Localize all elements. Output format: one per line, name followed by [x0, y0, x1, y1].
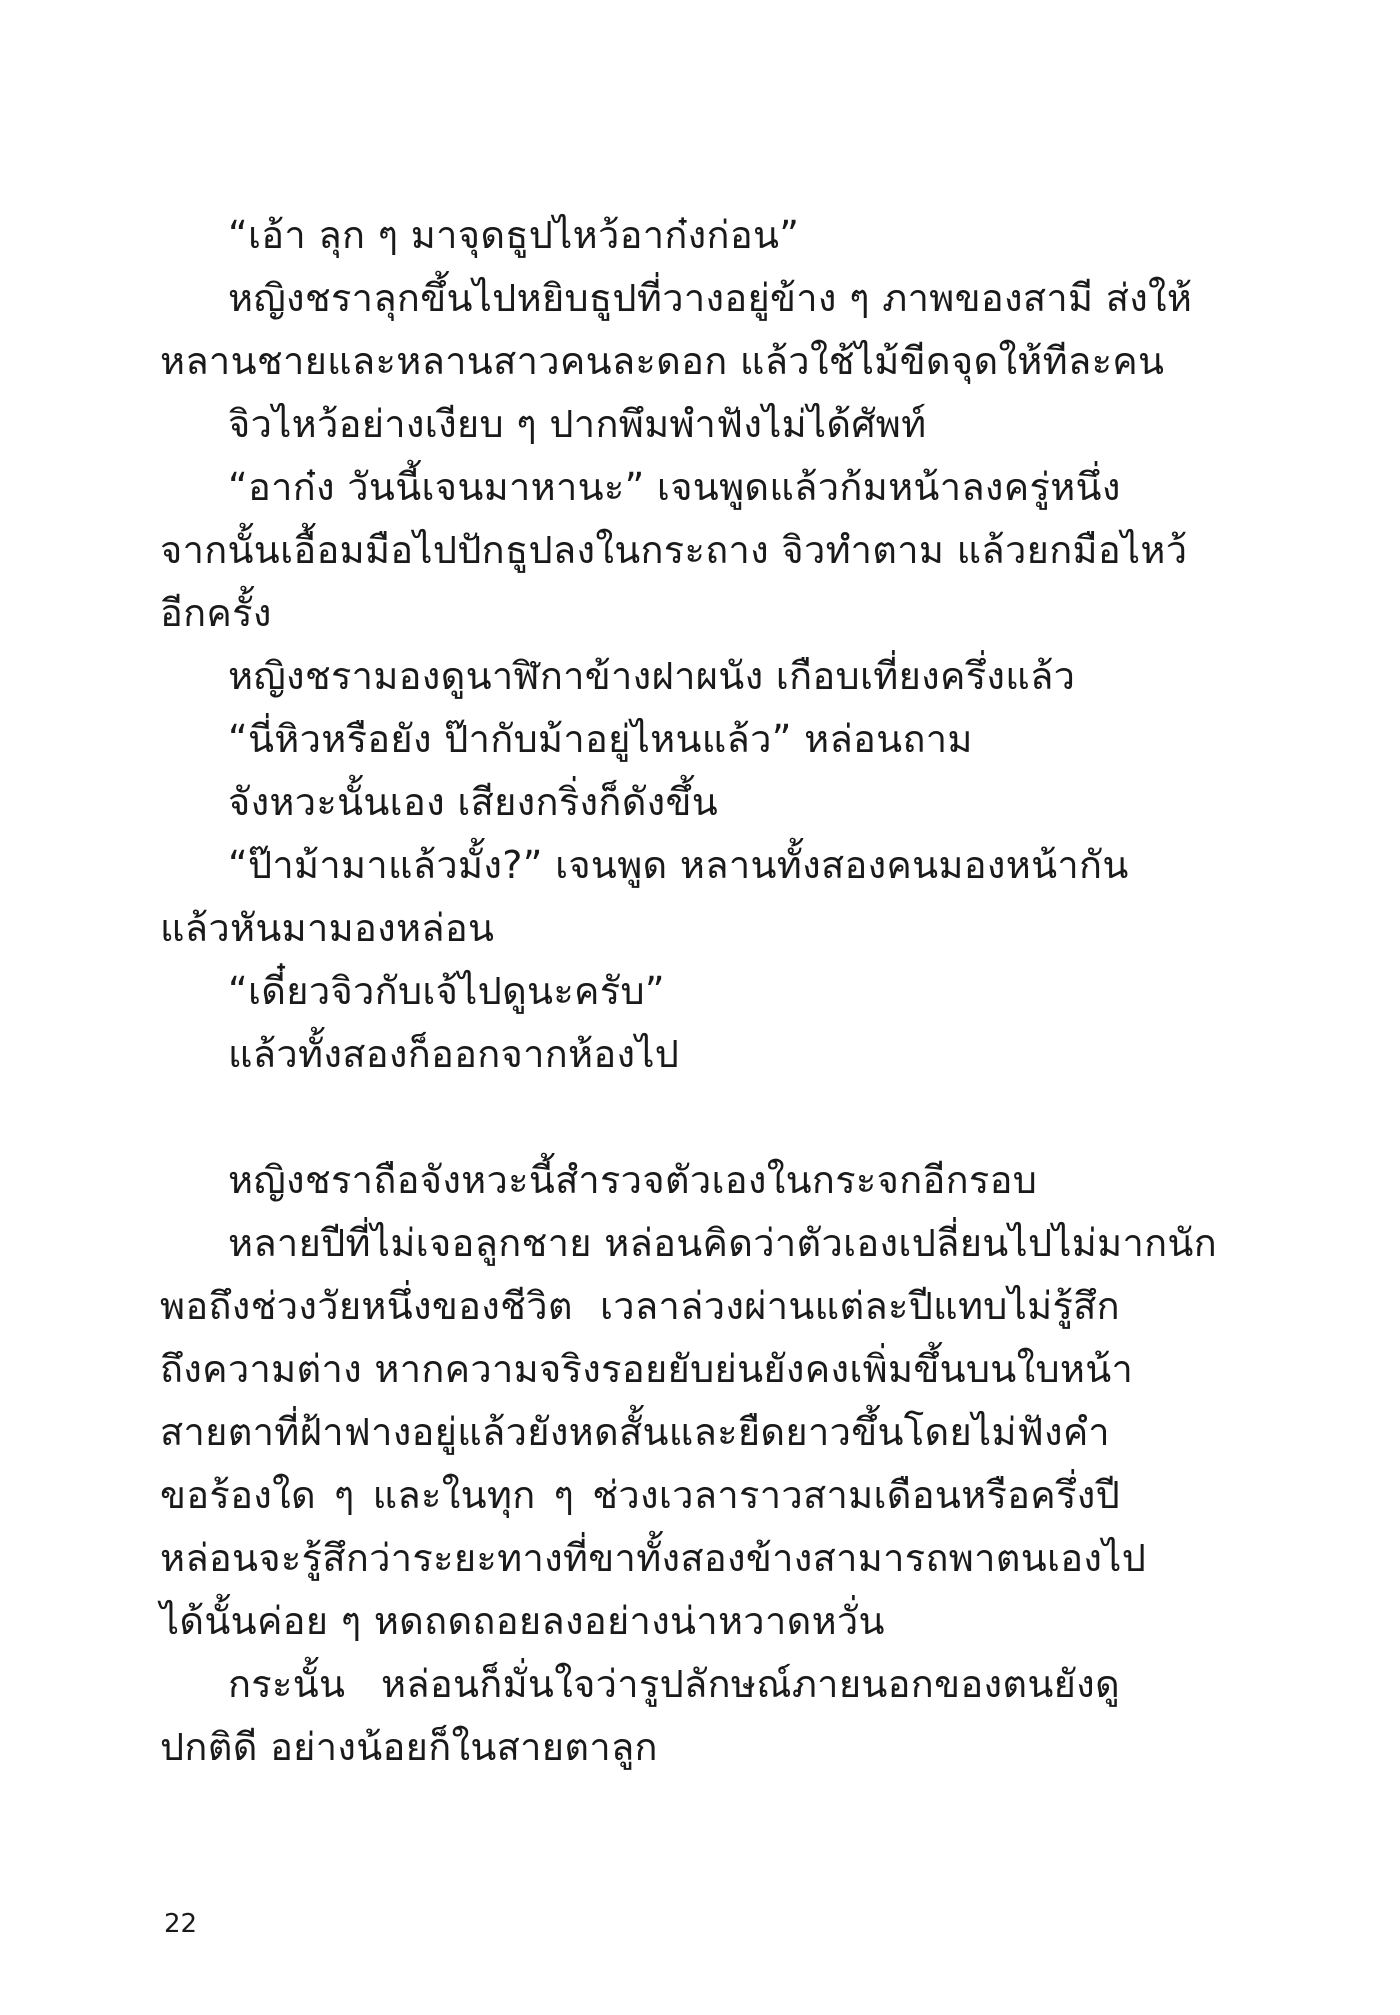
text-line: กระนั้น หล่อนก็มั่นใจว่ารูปลักษณ์ภายนอกของตนยังดู — [228, 1662, 1120, 1706]
text-line: หญิงชราถือจังหวะนี้สำรวจตัวเองในกระจกอีกรอบ — [228, 1158, 1038, 1202]
text-line: “นี่หิวหรือยัง ป๊ากับม้าอยู่ไหนแล้ว” หล่อนถาม — [228, 717, 973, 761]
text-line: จังหวะนั้นเอง เสียงกริ่งก็ดังขึ้น — [228, 780, 719, 824]
text-line: “เดี๋ยวจิวกับเจ้ไปดูนะครับ” — [228, 969, 665, 1013]
text-line: ถึงความต่าง หากความจริงรอยยับย่นยังคงเพิ่มขึ้นบนใบหน้า — [160, 1347, 1134, 1391]
text-line: “อาก๋ง วันนี้เจนมาหานะ” เจนพูดแล้วก้มหน้าลงครู่หนึ่ง — [228, 465, 1121, 509]
text-line: หล่อนจะรู้สึกว่าระยะทางที่ขาทั้งสองข้างสามารถพาตนเองไป — [160, 1536, 1147, 1580]
text-line: จากนั้นเอื้อมมือไปปักธูปลงในกระถาง จิวทำตาม แล้วยกมือไหว้ — [160, 528, 1188, 572]
body-text — [160, 204, 1218, 1779]
text-line: “เอ้า ลุก ๆ มาจุดธูปไหว้อาก๋งก่อน” — [228, 213, 800, 257]
text-line: แล้วทั้งสองก็ออกจากห้องไป — [228, 1032, 680, 1076]
text-line: ได้นั้นค่อย ๆ หดถดถอยลงอย่างน่าหวาดหวั่น — [160, 1599, 885, 1643]
text-line: สายตาที่ฝ้าฟางอยู่แล้วยังหดสั้นและยืดยาวขึ้นโดยไม่ฟังคำ — [160, 1410, 1110, 1454]
text-line: หญิงชราลุกขึ้นไปหยิบธูปที่วางอยู่ข้าง ๆ ภาพของสามี ส่งให้ — [228, 276, 1193, 320]
page-number: 22 — [164, 1909, 198, 1939]
text-line: อีกครั้ง — [160, 591, 272, 635]
text-line: แล้วหันมามองหล่อน — [160, 906, 495, 950]
text-line: หลายปีที่ไม่เจอลูกชาย หล่อนคิดว่าตัวเองเปลี่ยนไปไม่มากนัก — [228, 1221, 1218, 1265]
text-line: ปกติดี อย่างน้อยก็ในสายตาลูก — [160, 1725, 658, 1769]
text-line: ขอร้องใด ๆ และในทุก ๆ ช่วงเวลาราวสามเดือนหรือครึ่งปี — [160, 1473, 1120, 1517]
text-line: “ป๊าม้ามาแล้วมั้ง?” เจนพูด หลานทั้งสองคนมองหน้ากัน — [228, 843, 1129, 887]
text-line: จิวไหว้อย่างเงียบ ๆ ปากพึมพำฟังไม่ได้ศัพท์ — [228, 402, 927, 446]
text-line: หญิงชรามองดูนาฬิกาข้างฝาผนัง เกือบเที่ยงครึ่งแล้ว — [228, 654, 1076, 698]
section-break — [160, 1086, 1120, 1149]
text-line: หลานชายและหลานสาวคนละดอก แล้วใช้ไม้ขีดจุดให้ทีละคน — [160, 339, 1165, 383]
text-line: พอถึงช่วงวัยหนึ่งของชีวิต เวลาล่วงผ่านแต่ละปีแทบไม่รู้สึก — [160, 1284, 1120, 1328]
